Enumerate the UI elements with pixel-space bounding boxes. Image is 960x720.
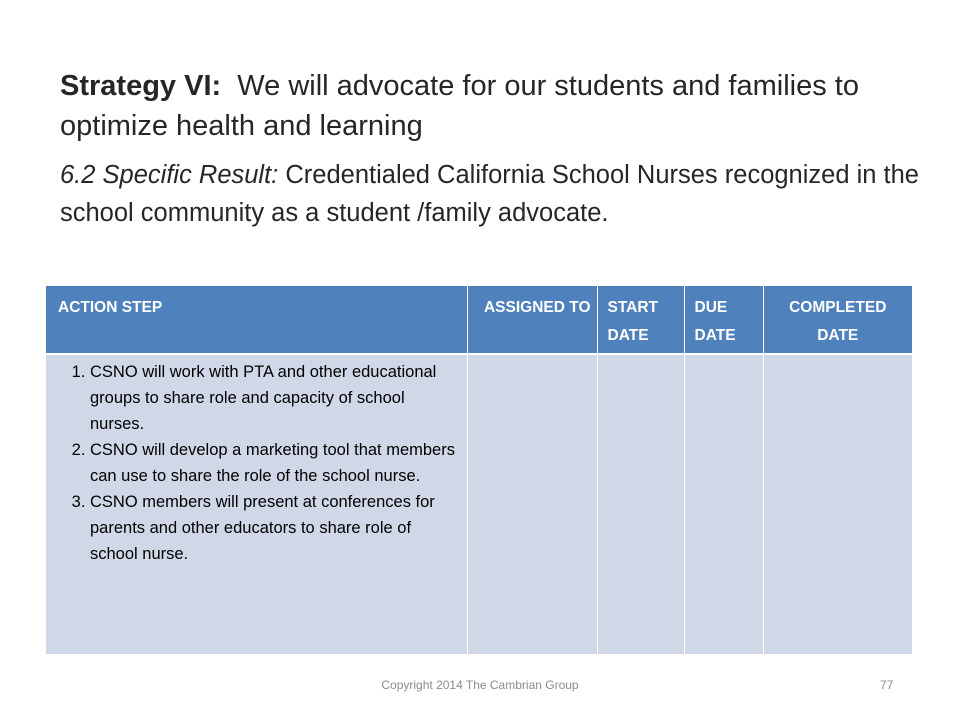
header-assigned-to: ASSIGNED TO — [467, 286, 597, 354]
strategy-text: We will advocate for our students and families to optimize health and learning — [60, 70, 859, 142]
due-date-cell — [684, 354, 763, 654]
start-date-cell — [597, 354, 684, 654]
action-steps-list — [46, 355, 467, 575]
list-item: 2. CSNO will develop a marketing tool that members can use to share the role of the school nurse. — [90, 437, 459, 489]
copyright-footer: Copyright 2014 The Cambrian Group — [381, 678, 579, 692]
list-item: 1. CSNO will work with PTA and other educational groups to share role and capacity of school nurses. — [90, 359, 459, 437]
header-completed-date: COMPLETED DATE — [763, 286, 912, 354]
specific-result-text: Credentialed California School Nurses recognized in the school community as a student /family advocate. — [60, 161, 919, 227]
header-start-date: START DATE — [597, 286, 684, 354]
completed-date-cell — [763, 354, 912, 654]
table-header-row — [46, 286, 912, 354]
action-steps-cell — [46, 354, 467, 654]
header-action-step: ACTION STEP — [46, 286, 467, 354]
strategy-label: Strategy VI: — [60, 70, 222, 102]
specific-result-label: 6.2 Specific Result: — [60, 161, 279, 189]
assigned-to-cell — [467, 354, 597, 654]
slide-title — [60, 66, 920, 146]
list-item: 3. CSNO members will present at conferences for parents and other educators to share role of school nurse. — [90, 489, 459, 567]
header-due-date: DUE DATE — [684, 286, 763, 354]
table-row — [46, 354, 912, 654]
page-number: 77 — [880, 678, 894, 692]
action-plan-table — [46, 286, 912, 654]
specific-result — [60, 156, 920, 232]
